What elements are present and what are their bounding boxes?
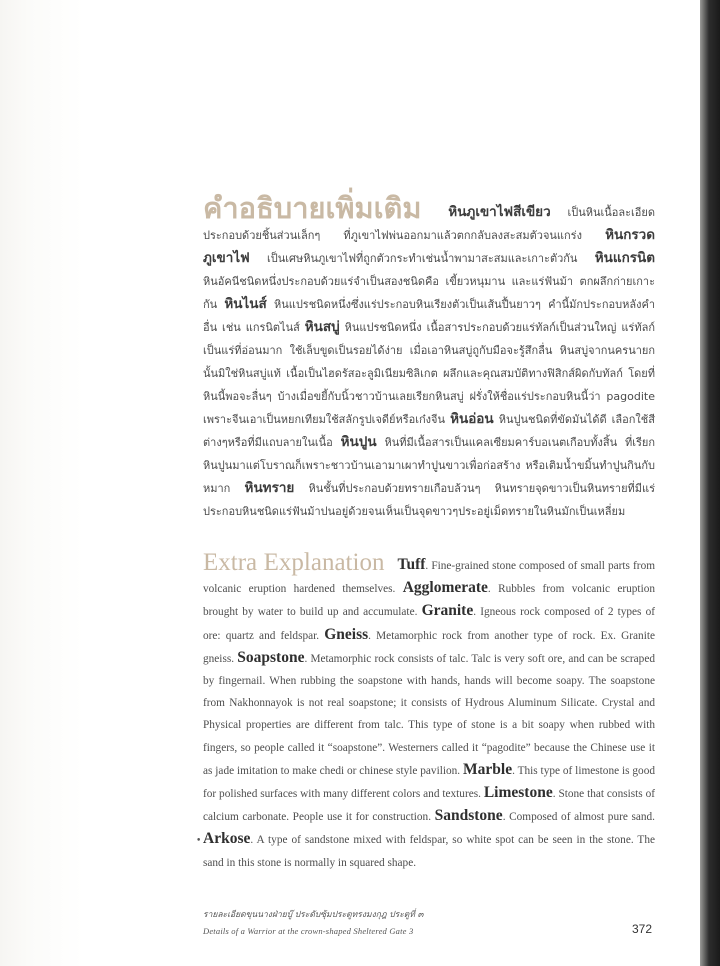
english-term-limestone: Limestone (483, 784, 553, 802)
english-def-agglomerate: Rubbles from volcanic eruption brought by water to build up and accumulate. (203, 583, 656, 619)
english-section-title: Extra Explanation (203, 549, 385, 576)
thai-def-marble: หินปูนชนิดที่ขัดมันได้ดี เลือกใช้สีต่างๆหรือที่มีแถบลายในเนื้อ (203, 413, 655, 449)
page-number: 372 (632, 922, 653, 936)
english-term-soapstone: Soapstone (237, 648, 305, 666)
english-term-agglomerate: Agglomerate (402, 579, 488, 597)
thai-term-granite: หินแกรนิต (594, 250, 655, 266)
english-term-sandstone: Sandstone (434, 807, 503, 825)
english-def-tuff: Fine-grained stone composed of small parts from volcanic eruption hardened themselves. (203, 560, 656, 596)
english-def-soapstone: Metamorphic rock consists of talc. Talc is very soft ore, and can be scraped by fingernail. When rubbing the soapstone with hands, hands will become soapy. The soapstone from Nakhonnayok is not real soapstone; it consists of Hydrous Aluminum Silicate. Crystal and Physical properties are different from talc. This type of stone is a bit soapy when rubbed with fingers, so people called it “soapstone”. Westerners called it “pagodite” because the Chinese use it as jade imitation to make chedi or chinese style pavilion. (203, 652, 655, 777)
english-def-gneiss: Metamorphic rock from another type of rock. Ex. Granite gneiss. (203, 629, 655, 665)
english-term-arkose: Arkose (203, 830, 251, 848)
thai-def-tuff: เป็นหินเนื้อละเอียด ประกอบด้วยชิ้นส่วนเล็กๆ ที่ภูเขาไฟพ่นออกมาแล้วตกกลับลงสะสมตัวจนแกร่ง (203, 206, 655, 242)
book-spine-shadow (700, 0, 720, 966)
thai-def-granite: หินอัคนีชนิดหนึ่งประกอบด้วยแร่จำเป็นสองชนิดคือ เขี้ยวหนุมาน และแร่ฟันม้า ตกผลึกก่ายเกาะกัน (203, 275, 655, 311)
english-term-marble: Marble (463, 760, 513, 778)
english-def-granite: Igneous rock composed of 2 types of ore: quartz and feldspar. (203, 606, 656, 642)
english-def-marble: This type of limestone is good for polished surfaces with many different colors and textures. (203, 764, 655, 801)
thai-def-sandstone: หินชั้นที่ประกอบด้วยทรายเกือบล้วนๆ หินทรายจุดขาวเป็นหินทรายที่มีแร่ประกอบหินชนิดแร่ฟันม้าปนอยู่ด้วยจนเห็นเป็นจุดขาวๆประอยู่เม็ดทรายในหินมักเป็นเหลี่ยม (203, 482, 656, 518)
english-term-gneiss: Gneiss (324, 625, 369, 643)
thai-term-marble: หินอ่อน (450, 411, 494, 427)
thai-def-gneiss: หินแปรชนิดหนึ่งซึ่งแร่ประกอบหินเรียงตัวเป็นเส้นปื้นยาวๆ คำนี้มักประกอบหลังคำอื่น เช่น แกรนิตไนส์ (203, 298, 655, 334)
thai-explanation (203, 191, 656, 523)
english-explanation: Extra Explanation Tuff. Fine-grained stone composed of small parts from volcanic eruption hardened themselves. Agglomerate. Rubbles from volcanic eruption brought by water to build up and accumulate. Granite. Igneous rock composed of 2 types of ore: quartz and feldspar. Gneiss. Metamorphic rock from another type of rock. Ex. Granite gneiss. Soapstone. Metamorphic rock consists of talc. Talc is very soft ore, and can be scraped by fingernail. When rubbing the soapstone with hands, hands will become soapy. The soapstone from Nakhonnayok is not real soapstone; it consists of Hydrous Aluminum Silicate. Crystal and Physical properties are different from talc. This type of stone is a bit soapy when rubbed with fingers, so people called it “soapstone”. Westerners called it “pagodite” because the Chinese use it as jade imitation to make chedi or chinese style pavilion. Marble. This type of limestone is good for polished surfaces with many different colors and textures. Limestone. Stone that consists of calcium carbonate. People use it for construction. Sandstone. Composed of almost pure sand. Arkose. A type of sandstone mixed with feldspar, so white spot can be seen in the stone. The sand in this stone is normally in squared shape. (203, 549, 656, 869)
thai-def-limestone: หินที่มีเนื้อสารเป็นแคลเซียมคาร์บอเนตเกือบทั้งสิ้น ที่เรียกหินปูนมาแต่โบราณก็เพราะชาวบ้านเอามาเผาทำปูนขาวเพื่อก่อสร้าง หรือเติมน้ำขมิ้นทำปูนกินกับหมาก (203, 436, 656, 495)
thai-term-gneiss: หินไนส์ (224, 296, 267, 312)
english-caption: Details of a Warrior at the crown-shaped Sheltered Gate 3 (203, 926, 414, 936)
thai-caption: รายละเอียดขุนนางฝ่ายบู๊ ประดับซุ้มประตูทรงมงกุฎ ประตูที่ ๓ (203, 910, 424, 920)
thai-def-agglomerate: เป็นเศษหินภูเขาไฟที่ถูกตัวกระทำเช่นน้ำพามาสะสมและเกาะตัวกัน (266, 252, 578, 265)
thai-term-agglomerate: หินกรวดภูเขาไฟ (203, 227, 655, 266)
english-term-tuff: Tuff (397, 556, 426, 573)
thai-term-sandstone: หินทราย (244, 480, 295, 496)
thai-term-tuff: หินภูเขาไฟสีเขียว (448, 204, 551, 220)
thai-term-soapstone: หินสบู่ (304, 319, 340, 335)
english-term-granite: Granite (421, 602, 474, 620)
english-def-arkose: A type of sandstone mixed with feldspar, so white spot can be seen in the stone. The sand in this stone is normally in squared shape. (203, 834, 655, 869)
thai-def-soapstone: หินแปรชนิดหนึ่ง เนื้อสารประกอบด้วยแร่ทัลก์เป็นส่วนใหญ่ แร่ทัลก์เป็นแร่ที่อ่อนมาก ใช้เล็บขูดเป็นรอยได้ง่าย เมื่อเอาหินสบู่ถูกับมือจะรู้สึกลื่น หินสบู่จากนครนายกนั้นมิใช่หินสบู่แท้ เนื้อเป็นไฮดรัสอะลูมิเนียมซิลิเกต ผลึกและคุณสมบัติทางฟิสิกส์ผิดกับทัลก์ โดยที่หินนี้พอจะลื่นๆ บ้างเมื่อขยี้กับนิ้วชาวบ้านเลยเรียกหินสบู่ ฝรั่งให้ชื่อแร่ประกอบหินนี้ว่า pagodite เพราะจีนเอาเป็นหยกเทียมใช้สลักรูปเจดีย์หรือเก๋งจีน (203, 321, 655, 426)
english-def-sandstone: Composed of almost pure sand. (509, 811, 655, 824)
thai-section-title: คำอธิบายเพิ่มเติม (203, 191, 422, 225)
english-def-limestone: Stone that consists of calcium carbonate. People use it for construction. (203, 788, 655, 824)
margin-bullet-mark: • (196, 836, 202, 846)
thai-term-limestone: หินปูน (340, 434, 377, 450)
